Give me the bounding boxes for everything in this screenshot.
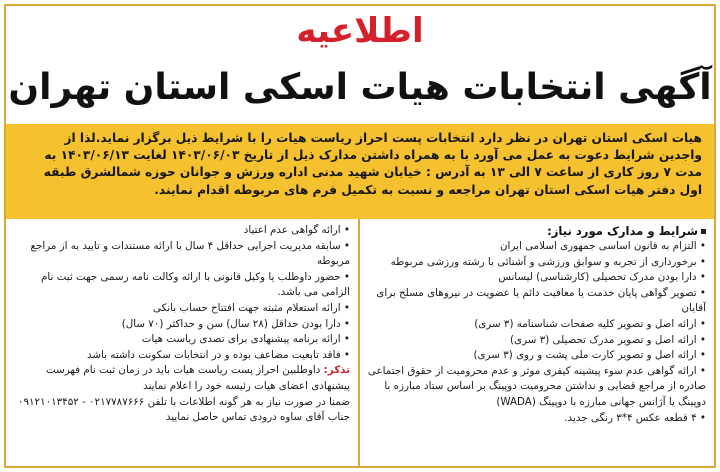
requirement-item: • ارائه اصل و تصویر کارت ملی پشت و روی (۳ سری) (473, 349, 706, 362)
requirement-item: • دارا بودن مدرک تحصیلی (کارشناسی) لیسانس (498, 271, 706, 284)
notice-header (6, 6, 714, 126)
main-title: آگهی انتخابات هیات اسکی استان تهران (8, 67, 712, 108)
note-paragraph (12, 363, 350, 394)
requirement-item: • سابقه مدیریت اجرایی حداقل ۴ سال با ارائه مستندات و تایید به از مراجع مربوطه (30, 239, 350, 268)
requirement-item: • ارائه اصل و تصویر کلیه صفحات شناسنامه (۳ سری) (474, 317, 706, 330)
requirement-item: • تصویر گواهی پایان خدمت یا معافیت دائم یا عضویت در نیروهای مسلح برای آقایان (376, 286, 706, 315)
contact-line: ضمنا در صورت نیاز به هر گونه اطلاعات با تلفن ۰۲۱۷۷۸۷۶۶۶ - ۰۹۱۲۱۰۱۳۴۵۲ (17, 395, 350, 408)
requirements-column (358, 219, 714, 466)
more-requirements-column (6, 219, 358, 466)
notice-frame (4, 4, 716, 468)
requirement-item: • ارائه گواهی عدم سوء پیشینه کیفری موثر و عدم محرومیت از حقوق اجتماعی صادره از مراجع قضایی و نداشتن محرومیت دوپینگ بر اساس ستاد مبارزه با دوپینگ یا آژانس جهانی مبارزه با دوپینگ (WADA) (367, 364, 706, 408)
requirements-heading: شرایط و مدارک مورد نیاز: (364, 223, 706, 239)
square-bullet-icon (701, 229, 706, 234)
banner-text: هیات اسکی استان تهران در نظر دارد انتخابات پست احراز ریاست هیات را با شرایط ذیل برگزار نماید.لذا از واجدین شرایط دعوت به عمل می آورد با به همراه داشتن مدارک ذیل از تاریخ ۱۴۰۳/۰۶/۰۳ لغایت ۱۴۰۳/۰۶/۱۳ به مدت ۷ روز کاری از ساعت ۷ الی ۱۳ به آدرس : خیابان شهید مدنی اداره ورزش و جوانان حوزه شمالشرق طبقه اول دفتر هیات اسکی استان تهران مراجعه و نسبت به تکمیل فرم های مربوطه اقدام نمایند. (43, 131, 702, 197)
requirement-item: • ارائه گواهی عدم اعتیاد (243, 224, 350, 236)
requirement-item: • ارائه اصل و تصویر مدرک تحصیلی (۳ سری) (510, 333, 706, 346)
contact-person: جناب آقای ساوه درودی تماس حاصل نمایید (165, 411, 350, 424)
requirement-item: • ارائه برنامه پیشنهادی برای تصدی ریاست هیات (141, 333, 350, 346)
requirement-item: • دارا بودن حداقل (۲۸ سال) سن و حداکثر (۷۰ سال) (121, 317, 350, 330)
requirement-item: • ۴ قطعه عکس ۴*۳ رنگی جدید. (564, 411, 706, 424)
requirement-item: • ارائه استعلام مثبته جهت افتتاح حساب بانکی (152, 301, 350, 314)
requirement-item: • فاقد تابعیت مضاعف بوده و در انتخابات سکونت داشته باشد (86, 348, 350, 361)
requirement-item: • التزام به قانون اساسی جمهوری اسلامی ایران (499, 240, 706, 252)
invitation-banner (6, 124, 714, 219)
requirements-section (6, 219, 714, 466)
note-text: داوطلبین احراز پست ریاست هیات باید در زمان ثبت نام فهرست پیشنهادی اعضای هیات رئیسه خود را اعلام نمایند (46, 364, 350, 392)
note-label: تذکر: (323, 364, 350, 377)
requirement-item: • حضور داوطلب یا وکیل قانونی با ارائه وکالت نامه رسمی جهت ثبت نام الزامی می باشد. (40, 270, 350, 299)
notice-title: اطلاعیه (296, 11, 424, 51)
requirement-item: • برخورداری از تجربه و سوابق ورزشی و آشنائی با رشته ورزشی مربوطه (390, 255, 706, 268)
